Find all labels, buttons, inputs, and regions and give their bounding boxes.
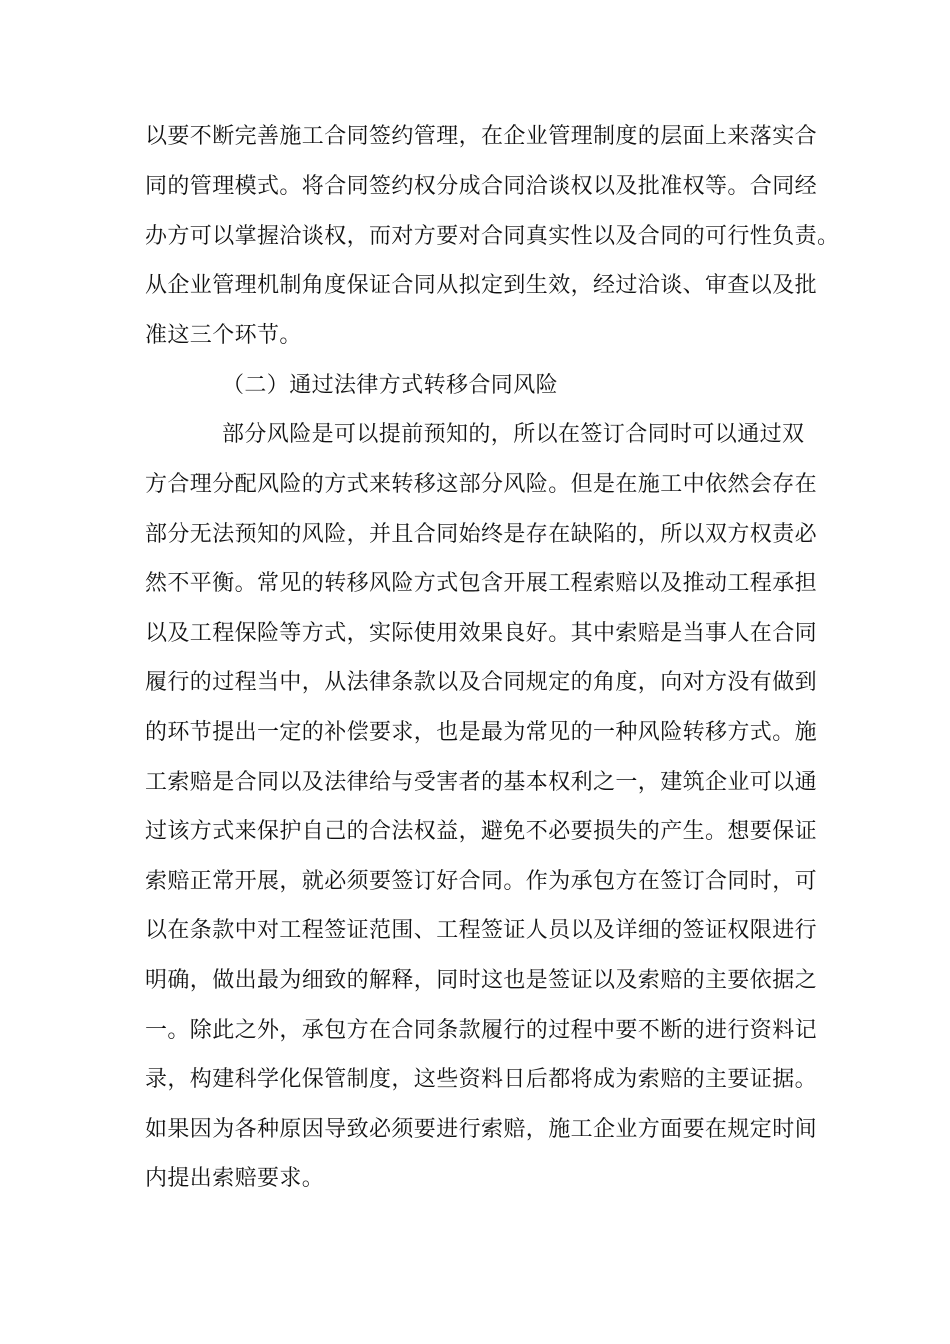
body-text-line: 以要不断完善施工合同签约管理，在企业管理制度的层面上来落实合 (145, 124, 818, 149)
section-heading: （二）通过法律方式转移合同风险 (222, 373, 559, 398)
body-text-line: 如果因为各种原因导致必须要进行索赔，施工企业方面要在规定时间 (145, 1117, 818, 1142)
body-text-line: 部分风险是可以提前预知的，所以在签订合同时可以通过双 (222, 422, 805, 447)
body-text-line: 从企业管理机制角度保证合同从拟定到生效，经过洽谈、审查以及批 (145, 273, 818, 298)
body-text-line: 办方可以掌握洽谈权，而对方要对合同真实性以及合同的可行性负责。 (145, 224, 840, 249)
body-text-line: 一。除此之外，承包方在合同条款履行的过程中要不断的进行资料记 (145, 1018, 818, 1043)
body-text-line: 索赔正常开展，就必须要签订好合同。作为承包方在签订合同时，可 (145, 869, 818, 894)
body-text-line: 内提出索赔要求。 (145, 1166, 325, 1191)
body-text-line: 同的管理模式。将合同签约权分成合同洽谈权以及批准权等。合同经 (145, 174, 818, 199)
body-text-line: 然不平衡。常见的转移风险方式包含开展工程索赔以及推动工程承担 (145, 571, 818, 596)
body-text-line: 录，构建科学化保管制度，这些资料日后都将成为索赔的主要证据。 (145, 1067, 818, 1092)
body-text-line: 的环节提出一定的补偿要求，也是最为常见的一种风险转移方式。施 (145, 720, 818, 745)
body-text-line: 部分无法预知的风险，并且合同始终是存在缺陷的，所以双方权责必 (145, 522, 818, 547)
body-text-line: 过该方式来保护自己的合法权益，避免不必要损失的产生。想要保证 (145, 819, 818, 844)
body-text-line: 明确，做出最为细致的解释，同时这也是签证以及索赔的主要依据之 (145, 968, 818, 993)
body-text-line: 以及工程保险等方式，实际使用效果良好。其中索赔是当事人在合同 (145, 621, 818, 646)
body-text-line: 工索赔是合同以及法律给与受害者的基本权利之一，建筑企业可以通 (145, 770, 818, 795)
body-text-line: 准这三个环节。 (145, 323, 302, 348)
body-text-line: 方合理分配风险的方式来转移这部分风险。但是在施工中依然会存在 (145, 472, 818, 497)
body-text-line: 履行的过程当中，从法律条款以及合同规定的角度，向对方没有做到 (145, 670, 818, 695)
body-text-line: 以在条款中对工程签证范围、工程签证人员以及详细的签证权限进行 (145, 918, 818, 943)
